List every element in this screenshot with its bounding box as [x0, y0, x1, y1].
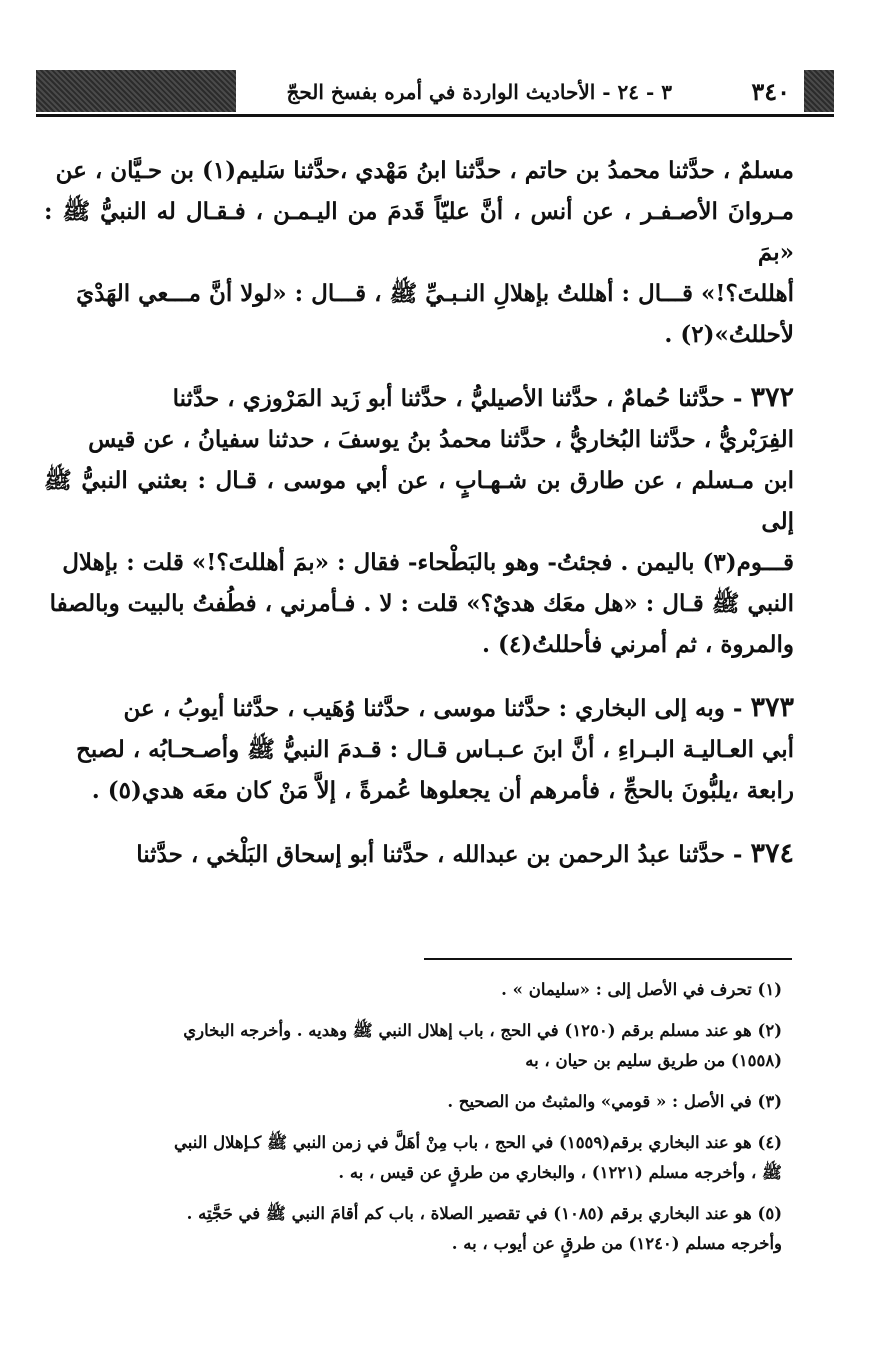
- text-line: مـروانَ الأصـفـر ، عن أنس ، أنَّ عليّاً قَدمَ من اليـمـن ، فـقـال له النبيُّ ﷺ : «بمَ: [44, 198, 794, 266]
- text-line: الفِرَبْريُّ ، حدَّثنا البُخاريُّ ، حدَّثنا محمدُ بنُ يوسفَ ، حدثنا سفيانُ ، عن قيس: [88, 426, 794, 453]
- footnote-5: [44, 1199, 794, 1259]
- header-rule: [36, 114, 834, 117]
- text-line: أهللتَ؟!» قـــال : أهللتُ بإهلالِ النـبـيِّ ﷺ ، قـــال : «لولا أنَّ مـــعي الهَدْيَ: [76, 280, 794, 307]
- footnote-line: (١) تحرف في الأصل إلى : «سليمان » .: [501, 980, 782, 999]
- page-number: ٣٤٠: [751, 77, 790, 106]
- hadith-number: ٣٧٤: [750, 838, 794, 869]
- paragraph-continuation: [44, 150, 794, 355]
- text-line-content: - وبه إلى البخاري : حدَّثنا موسى ، حدَّثنا وُهَيب ، حدَّثنا أيوبُ ، عن: [123, 695, 743, 722]
- text-line: ابن مـسلم ، عن طارق بن شـهـابٍ ، عن أبي موسى ، قـال : بعثني النبيُّ ﷺ إلى: [44, 467, 794, 535]
- footnotes: [44, 975, 794, 1270]
- header-shaded-block-right: [804, 70, 834, 112]
- page-header: [36, 66, 834, 116]
- footnote-line: (٣) في الأصل : « قومي» والمثبتُ من الصحيح .: [447, 1092, 782, 1111]
- text-line: [44, 687, 794, 729]
- footnote-4: [44, 1128, 794, 1188]
- hadith-number: ٣٧٣: [750, 692, 794, 723]
- hadith-374: [44, 833, 794, 875]
- text-line: والمروة ، ثم أمرني فأحللتُ(٤) .: [482, 631, 794, 658]
- header-shaded-block-left: [36, 70, 236, 112]
- text-line-content: - حدَّثنا عبدُ الرحمن بن عبدالله ، حدَّثنا أبو إسحاق البَلْخي ، حدَّثنا: [136, 841, 743, 868]
- hadith-373: [44, 687, 794, 811]
- hadith-372: [44, 377, 794, 665]
- text-line: قـــوم(٣) باليمن . فجئتُ- وهو بالبَطْحاء- فقال : «بمَ أهللتَ؟!» قلت : بإهلال: [62, 549, 794, 576]
- footnote-3: [44, 1087, 794, 1117]
- text-line: [44, 833, 794, 875]
- footnote-2: [44, 1016, 794, 1076]
- footnote-line: (٢) هو عند مسلم برقم (١٢٥٠) في الحج ، باب إهلال النبي ﷺ وهديه . وأخرجه البخاري: [183, 1021, 782, 1040]
- main-text: [44, 150, 794, 897]
- text-line: النبي ﷺ قـال : «هل معَك هديٌ؟» قلت : لا . فـأمرني ، فطُفتُ بالبيت وبالصفا: [49, 590, 794, 617]
- text-line: [44, 377, 794, 419]
- hadith-number: ٣٧٢: [750, 382, 794, 413]
- text-line-content: - حدَّثنا حُمامٌ ، حدَّثنا الأصيليُّ ، حدَّثنا أبو زَيد المَرْوزي ، حدَّثنا: [172, 385, 743, 412]
- header-title: ٣ - ٢٤ - الأحاديث الواردة في أمره بفسخ الحجّ: [286, 80, 672, 104]
- text-line: أبي العـاليـة البـراءِ ، أنَّ ابنَ عـبـاس قـال : قـدمَ النبيُّ ﷺ وأصـحـابُه ، لصبح: [76, 736, 794, 763]
- footnote-1: [44, 975, 794, 1005]
- text-line: رابعة ،يلبُّونَ بالحجِّ ، فأمرهم أن يجعلوها عُمرةً ، إلاَّ مَنْ كان معَه هدي(٥) .: [91, 777, 794, 804]
- footnote-line: (٤) هو عند البخاري برقم(١٥٥٩) في الحج ، باب مِنْ أهَلَّ في زمن النبي ﷺ كـإهلال النبي: [174, 1133, 782, 1152]
- footnote-line: وأخرجه مسلم (١٢٤٠) من طرقٍ عن أيوب ، به .: [451, 1234, 782, 1253]
- text-line: لأحللتُ»(٢) .: [664, 321, 794, 348]
- footnote-separator: [424, 958, 792, 960]
- text-line: مسلمٌ ، حدَّثنا محمدُ بن حاتم ، حدَّثنا ابنُ مَهْدي ،حدَّثنا سَليم(١) بن حـيَّان ، عن: [55, 157, 794, 184]
- footnote-line: ﷺ ، وأخرجه مسلم (١٢٢١) ، والبخاري من طرقٍ عن قيس ، به .: [338, 1163, 782, 1182]
- footnote-line: (٥) هو عند البخاري برقم (١٠٨٥) في تقصير الصلاة ، باب كم أقامَ النبي ﷺ في حَجَّتِه .: [186, 1204, 782, 1223]
- footnote-line: (١٥٥٨) من طريق سليم بن حيان ، به: [525, 1051, 782, 1070]
